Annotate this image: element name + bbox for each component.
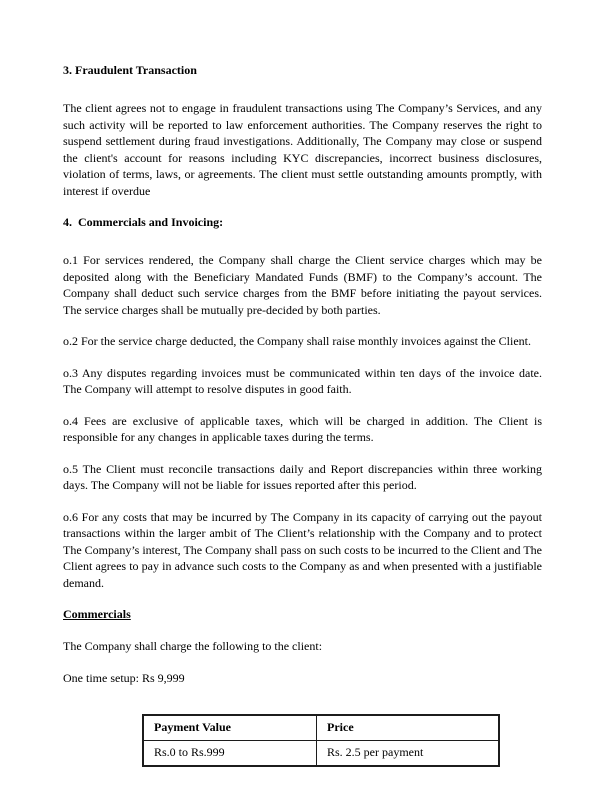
section-4-heading: 4. Commercials and Invoicing: <box>63 215 224 229</box>
clause-o3: o.3 Any disputes regarding invoices must be communicated within ten days of the invoice date. The Company will attempt to resolve disputes in good faith. <box>63 365 542 396</box>
pricing-header-payment-value: Payment Value <box>143 715 317 741</box>
clause-o1: o.1 For services rendered, the Company shall charge the Client service charges which may be deposited along with the Beneficiary Mandated Funds (BMF) to the Company’s account. The Company shall deduct such service charges from the BMF before initiating the payout services. The service charges shall be mutually pre-decided by both parties. <box>63 253 542 317</box>
section-3-heading: 3. Fraudulent Transaction <box>63 63 197 77</box>
pricing-table <box>142 714 500 767</box>
commercials-heading: Commercials <box>63 607 131 621</box>
pricing-table-wrapper <box>142 714 542 767</box>
pricing-header-price: Price <box>317 715 500 741</box>
clause-o2: o.2 For the service charge deducted, the Company shall raise monthly invoices against the Client. <box>63 334 531 348</box>
clause-o4: o.4 Fees are exclusive of applicable taxes, which will be charged in addition. The Client is responsible for any changes in applicable taxes during the terms. <box>63 413 542 444</box>
one-time-setup-fee: One time setup: Rs 9,999 <box>63 670 185 685</box>
clause-o5: o.5 The Client must reconcile transactions daily and Report discrepancies within three working days. The Company will not be liable for issues reported after this period. <box>63 461 542 492</box>
commercials-intro: The Company shall charge the following to the client: <box>63 639 323 653</box>
pricing-table-header-row <box>143 715 499 741</box>
pricing-cell-price: Rs. 2.5 per payment <box>317 741 500 767</box>
pricing-table-row <box>143 741 499 767</box>
pricing-cell-payment-range: Rs.0 to Rs.999 <box>143 741 317 767</box>
section-3-body: The client agrees not to engage in fraudulent transactions using The Company’s Services, and any such activity will be reported to law enforcement authorities. The Company reserves the right to suspend settlement during fraud investigations. Additionally, The Company may close or suspend the client's account for reasons including KYC discrepancies, incorrect business disclosures, violation of terms, laws, or agreements. The client must settle outstanding amounts promptly, with interest if overdue <box>63 101 542 198</box>
clause-o6: o.6 For any costs that may be incurred by The Company in its capacity of carrying out the payout transactions within the larger ambit of The Client’s relationship with the Company and to protect The Company’s interest, The Company shall pass on such costs to be incurred to the Client and The Client agrees to pay in advance such costs to the Company as and when presented with a justifiable demand. <box>63 509 542 590</box>
